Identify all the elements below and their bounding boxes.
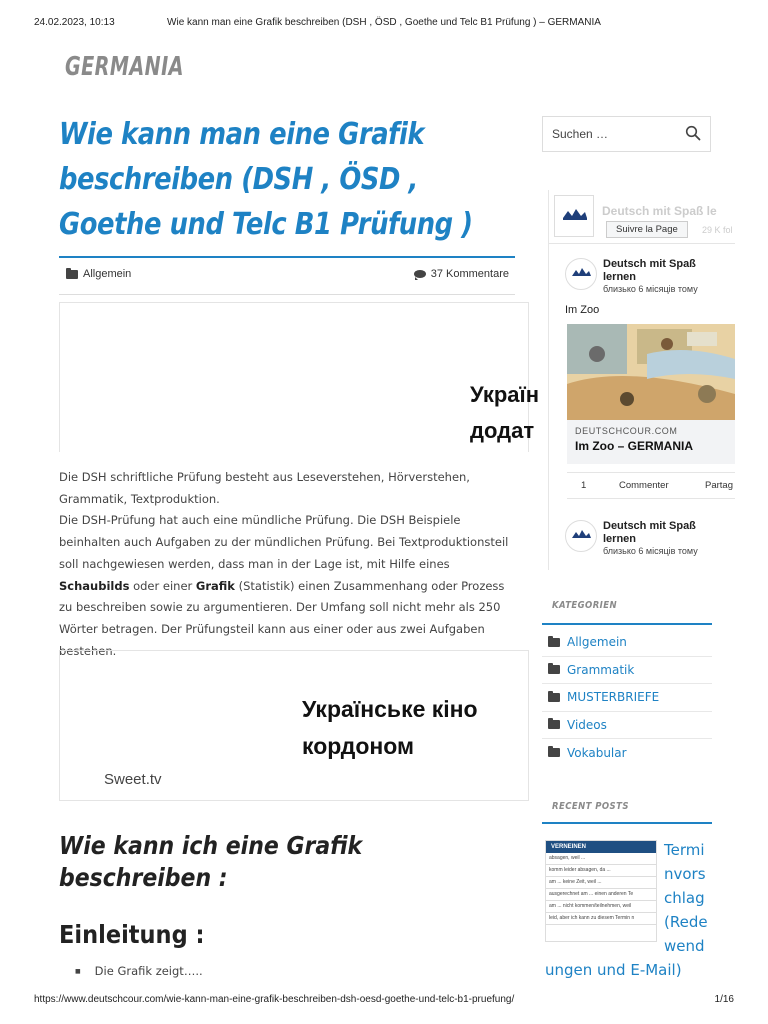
fb-post-2-time[interactable]: близько 6 місяців тому	[603, 546, 698, 556]
title-divider	[59, 256, 515, 258]
fb-follow-button[interactable]: Suivre la Page	[606, 221, 688, 238]
recent-post-title-line: nvors	[664, 865, 706, 883]
fb-divider	[567, 472, 735, 473]
category-label: Videos	[567, 717, 607, 732]
thumb-header: VERNEINEN	[546, 841, 656, 853]
category-label: MUSTERBRIEFE	[567, 690, 660, 705]
avatar[interactable]	[565, 520, 597, 552]
ad-banner-1[interactable]	[59, 302, 540, 452]
recent-post-title-line: wend	[664, 937, 705, 955]
recent-posts-divider	[542, 822, 712, 824]
fb-post-1-image[interactable]	[567, 324, 735, 420]
fb-link-title: Im Zoo – GERMANIA	[575, 439, 694, 453]
recent-post-title-line: (Rede	[664, 913, 708, 931]
category-item-musterbriefe[interactable]	[542, 684, 712, 712]
post-meta	[59, 268, 515, 296]
post-category-link[interactable]	[66, 268, 131, 280]
fb-post-2-author[interactable]: Deutsch mit Spaß lernen	[603, 520, 696, 545]
thumb-line: komm leider absagen, da ...	[546, 865, 656, 877]
search-placeholder: Suchen …	[552, 127, 609, 141]
search-input[interactable]	[542, 116, 711, 152]
recent-post-title-line: chlag	[664, 889, 705, 907]
fb-post-1-author[interactable]: Deutsch mit Spaß lernen	[603, 258, 696, 283]
site-title[interactable]: GERMANIA	[65, 52, 184, 82]
categories-list	[542, 629, 712, 767]
fb-divider	[567, 498, 735, 499]
fb-post-2-header	[565, 520, 735, 560]
fb-like-count[interactable]: 1	[581, 480, 587, 491]
thumb-line: am ... nicht kommen/teilnehmen, weil	[546, 901, 656, 913]
folder-icon	[548, 720, 560, 729]
search-icon[interactable]	[685, 125, 701, 144]
category-label: Vokabular	[567, 745, 627, 760]
ad-1-line-2: додат	[470, 418, 535, 443]
post-category: Allgemein	[83, 268, 132, 280]
subsection-heading: Einleitung :	[59, 920, 205, 949]
fb-page-logo[interactable]	[554, 195, 594, 237]
folder-icon	[548, 638, 560, 647]
section-heading: Wie kann ich eine Grafik beschreiben :	[59, 831, 363, 892]
post-comments-link[interactable]	[414, 268, 509, 280]
ad-2-line-1: Українське кіно	[302, 696, 478, 722]
fb-comment-button[interactable]: Commenter	[619, 480, 669, 491]
folder-icon	[548, 693, 560, 702]
post-title: Wie kann man eine Grafik beschreiben (DSH , ÖSD , Goethe und Telc B1 Prüfung )	[59, 117, 473, 242]
print-doc-title: Wie kann man eine Grafik beschreiben (DSH , ÖSD , Goethe und Telc B1 Prüfung ) – GERMANIA	[167, 17, 601, 28]
ad-2-source: Sweet.tv	[104, 771, 162, 788]
fb-share-button[interactable]: Partag	[705, 480, 733, 491]
paragraph-2-bold-grafik: Grafik	[195, 578, 235, 593]
print-datetime: 24.02.2023, 10:13	[34, 17, 115, 28]
fb-post-1-caption: Im Zoo	[565, 304, 600, 316]
fb-post-1-time[interactable]: близько 6 місяців тому	[603, 284, 698, 294]
category-item-allgemein[interactable]	[542, 629, 712, 657]
recent-post-item[interactable]	[542, 838, 712, 988]
thumb-line: absagen, weil ...	[546, 853, 656, 865]
paragraph-1: Die DSH schriftliche Prüfung besteht aus Leseverstehen, Hörverstehen, Grammatik, Textproduktion.	[59, 470, 470, 506]
recent-posts-widget-title: RECENT POSTS	[552, 801, 629, 812]
folder-icon	[548, 665, 560, 674]
avatar[interactable]	[565, 258, 597, 290]
ad-banner-2[interactable]	[59, 650, 529, 801]
ad-1-text	[470, 377, 539, 449]
fb-page-header	[554, 195, 744, 237]
facebook-page-widget	[548, 190, 734, 570]
comment-icon	[414, 270, 426, 278]
categories-widget-title: KATEGORIEN	[552, 600, 618, 611]
fb-post-1-header	[565, 258, 735, 298]
article	[59, 112, 540, 992]
recent-post-title-line: ungen und E-Mail)	[545, 961, 682, 979]
paragraph-2	[59, 510, 515, 662]
post-comments-count: 37 Kommentare	[430, 268, 509, 280]
ad-2-line-2: кордоном	[302, 733, 415, 759]
print-url: https://www.deutschcour.com/wie-kann-man-eine-grafik-beschreiben-dsh-oesd-goethe-und-telc-b1-pruefung/	[34, 994, 515, 1005]
paragraph-2-bold-schaubilds: Schaubilds	[59, 578, 130, 593]
recent-post-title[interactable]	[542, 838, 712, 982]
thumb-line: ausgerechnet am ... einen anderen Te	[546, 889, 656, 901]
post-body	[59, 467, 515, 662]
folder-icon	[66, 270, 78, 279]
fb-divider	[549, 243, 735, 244]
paragraph-2-part-c: oder einer	[129, 578, 196, 593]
fb-link-preview[interactable]	[567, 420, 735, 464]
categories-divider	[542, 623, 712, 625]
category-label: Grammatik	[567, 662, 635, 677]
print-page-number: 1/16	[714, 994, 734, 1005]
paragraph-2-part-d: (Statistik) einen Zusammenhang oder Prozess zu beschreiben sowie zu argumentieren. Der Umfang soll nicht mehr als 250 Wörter betragen. Der Prüfungsteil kann aus einer oder aus zwei Aufgaben bestehen.	[59, 578, 505, 658]
paragraph-2-part-a: Die DSH-Prüfung hat auch eine mündliche Prüfung. Die DSH Beispiele beinhalten auch Aufgaben zu der mündlichen Prüfung. Bei Textproduktionsteil soll nachgewiesen werden, dass man in der Lage ist, mit Hilfe eines	[59, 513, 509, 571]
ad-2-text	[302, 691, 478, 765]
fb-link-domain: DEUTSCHCOUR.COM	[575, 426, 678, 436]
ad-1-line-1: Україн	[470, 382, 540, 407]
category-label: Allgemein	[567, 635, 627, 650]
folder-icon	[548, 748, 560, 757]
meta-divider	[59, 294, 515, 295]
list-item: ■ Die Grafik zeigt…..	[89, 964, 203, 978]
bullet-list	[89, 964, 203, 978]
category-item-videos[interactable]	[542, 712, 712, 740]
thumb-line: leid, aber ich kann zu diesem Termin n	[546, 913, 656, 925]
category-item-vokabular[interactable]	[542, 739, 712, 767]
thumb-line: am ... keine Zeit, weil ...	[546, 877, 656, 889]
fb-follower-count: 29 K fol	[702, 225, 733, 235]
fb-page-name[interactable]: Deutsch mit Spaß le	[602, 204, 717, 218]
category-item-grammatik[interactable]	[542, 657, 712, 685]
recent-post-title-line: Termi	[664, 841, 705, 859]
